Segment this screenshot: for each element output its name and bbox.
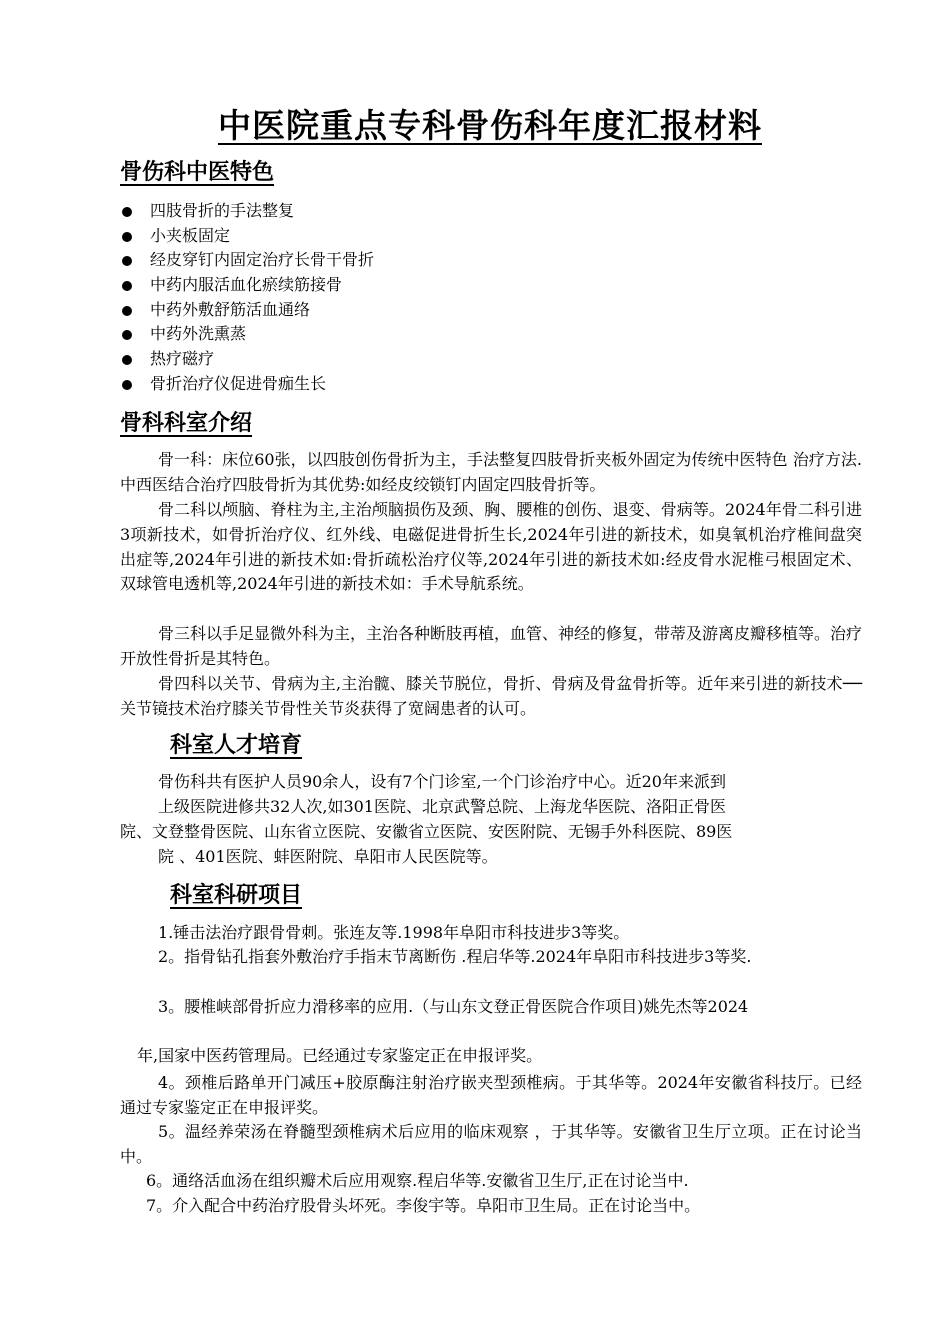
research-item: 5。温经养荣汤在脊髓型颈椎病术后应用的临床观察 ，于其华等。安徽省卫生厅立项。正在讨论当中。: [120, 1122, 862, 1166]
section-heading-features: 骨伤科中医特色: [120, 160, 275, 185]
document-title: 中医院重点专科骨伤科年度汇报材料: [218, 106, 762, 145]
list-item: 四肢骨折的手法整复: [120, 199, 374, 224]
section-heading-intro: 骨科科室介绍: [120, 411, 253, 436]
list-item: 小夹板固定: [120, 224, 374, 249]
intro-paragraph: 骨二科以颅脑、脊柱为主,主治颅脑损伤及颈、胸、腰椎的创伤、退变、骨病等。2024年骨二科引进3项新技术，如骨折治疗仪、红外线、电磁促进骨折生长,2024年引进的新技术，如臭氧机治疗椎间盘突出症等,2024年引进的新技术如:骨折疏松治疗仪等,2024年引进的新技术如:经皮骨水泥椎弓根固定术、双球管电透机等,2024年引进的新技术如：手术导航系统。: [120, 500, 862, 594]
intro-paragraph: 骨四科以关节、骨病为主,主治髋、膝关节脱位，骨折、骨病及骨盆骨折等。近年来引进的新技术──关节镜技术治疗膝关节骨性关节炎获得了宽阔患者的认可。: [120, 674, 862, 718]
talent-line: 上级医院进修共32人次,如301医院、北京武警总院、上海龙华医院、洛阳正骨医: [158, 797, 726, 816]
research-item: 1.锤击法治疗跟骨骨刺。张连友等.1998年阜阳市科技进步3等奖。: [158, 923, 630, 942]
bullet-icon: [122, 380, 132, 390]
list-item: 骨折治疗仪促进骨痂生长: [120, 372, 374, 397]
research-item: 6。通络活血汤在组织瓣术后应用观察.程启华等.安徽省卫生厅,正在讨论当中.: [146, 1171, 689, 1190]
bullet-icon: [122, 330, 132, 340]
section-heading-research: 科室科研项目: [170, 883, 303, 908]
research-item: 年,国家中医药管理局。已经通过专家鉴定正在申报评奖。: [137, 1046, 543, 1065]
list-item: 中药内服活血化瘀续筋接骨: [120, 273, 374, 298]
intro-paragraph: 骨一科：床位60张，以四肢创伤骨折为主，手法整复四肢骨折夹板外固定为传统中医特色 治疗方法.中西医结合治疗四肢骨折为其优势:如经皮绞锁钉内固定四肢骨折等。: [120, 450, 862, 494]
list-item: 中药外洗熏蒸: [120, 322, 374, 347]
bullet-icon: [122, 232, 132, 242]
research-item: 2。指骨钻孔指套外敷治疗手指末节离断伤 .程启华等.2024年阜阳市科技进步3等奖.: [158, 947, 752, 966]
features-list: [120, 199, 374, 397]
bullet-icon: [122, 355, 132, 365]
research-item: 3。腰椎峡部骨折应力滑移率的应用.（与山东文登正骨医院合作项目)姚先杰等2024: [158, 997, 749, 1016]
talent-line: 院、文登整骨医院、山东省立医院、安徽省立医院、安医附院、无锡手外科医院、89医: [120, 822, 733, 841]
bullet-icon: [122, 306, 132, 316]
research-item: 7。介入配合中药治疗股骨头坏死。李俊宇等。阜阳市卫生局。正在讨论当中。: [146, 1196, 701, 1215]
section-heading-talent: 科室人才培育: [170, 733, 303, 758]
talent-line: 骨伤科共有医护人员90余人，设有7个门诊室,一个门诊治疗中心。近20年来派到: [158, 772, 726, 791]
bullet-icon: [122, 207, 132, 217]
talent-line: 院 、401医院、蚌医附院、阜阳市人民医院等。: [158, 847, 498, 866]
bullet-icon: [122, 256, 132, 266]
research-item: 4。颈椎后路单开门减压+胶原酶注射治疗嵌夹型颈椎病。于其华等。2024年安徽省科技厅。已经通过专家鉴定正在申报评奖。: [120, 1073, 862, 1117]
intro-paragraph: 骨三科以手足显微外科为主，主治各种断肢再植，血管、神经的修复，带蒂及游离皮瓣移植等。治疗开放性骨折是其特色。: [120, 624, 863, 668]
list-item: 中药外敷舒筋活血通络: [120, 298, 374, 323]
list-item: 热疗磁疗: [120, 347, 374, 372]
list-item: 经皮穿钉内固定治疗长骨干骨折: [120, 248, 374, 273]
bullet-icon: [122, 281, 132, 291]
